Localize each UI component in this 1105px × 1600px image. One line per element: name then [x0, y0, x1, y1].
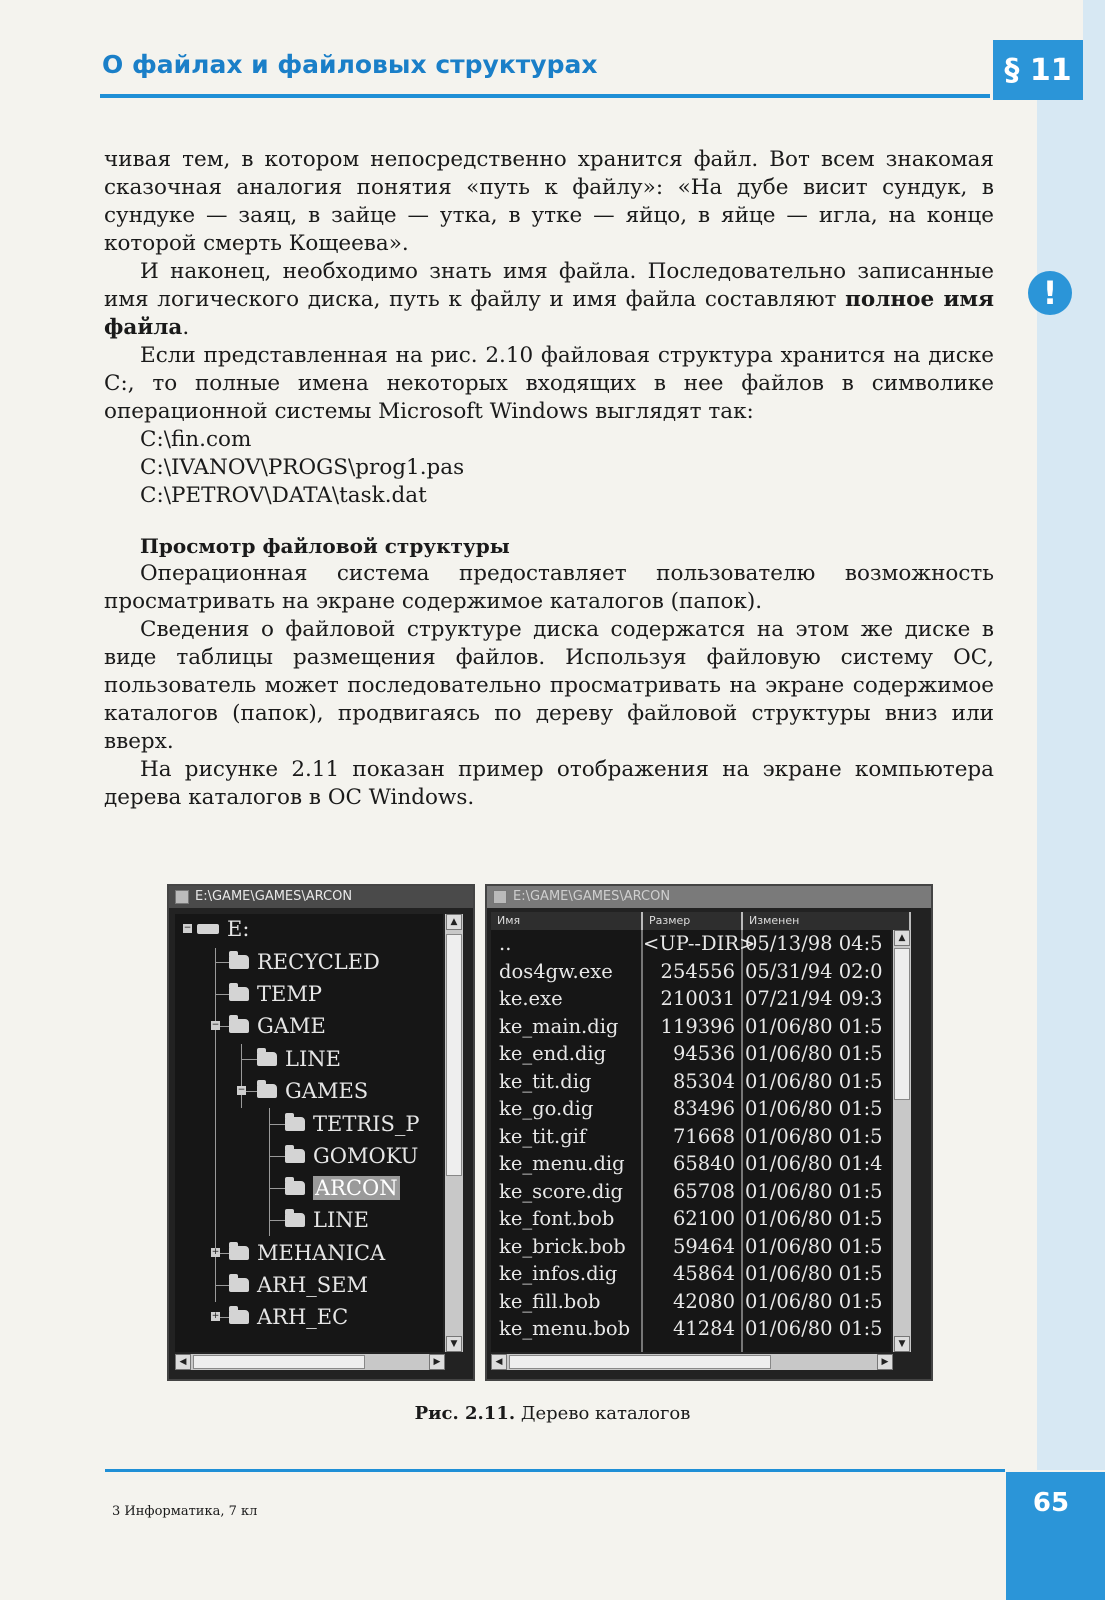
file-row[interactable]: ke_infos.dig 45864 01/06/80 01:5: [499, 1262, 883, 1286]
system-menu-icon[interactable]: [493, 890, 507, 904]
folder-open-icon: [285, 1181, 305, 1195]
folder-icon: [285, 1117, 305, 1131]
file-row[interactable]: ke_brick.bob 59464 01/06/80 01:5: [499, 1234, 883, 1258]
expand-toggle[interactable]: +: [211, 1247, 220, 1257]
section-badge: § 11: [993, 40, 1083, 100]
folder-icon: [229, 1310, 249, 1324]
tree-vertical-scrollbar[interactable]: [445, 914, 463, 1352]
folder-icon: [285, 1213, 305, 1227]
tree-pane: [175, 914, 443, 1352]
drive-icon: [197, 924, 219, 934]
tree-node[interactable]: GAMES: [257, 1076, 368, 1106]
page-number: 65: [1032, 1488, 1070, 1518]
tree-node[interactable]: GOMOKU: [285, 1141, 418, 1171]
file-row[interactable]: ke_tit.dig 85304 01/06/80 01:5: [499, 1069, 883, 1093]
file-row[interactable]: ke_score.dig 65708 01/06/80 01:5: [499, 1179, 883, 1203]
folder-icon: [257, 1052, 277, 1066]
folder-icon: [229, 1246, 249, 1260]
column-header-name[interactable]: Имя: [491, 912, 643, 930]
tree-node[interactable]: LINE: [257, 1044, 341, 1074]
file-row[interactable]: ke_go.dig 83496 01/06/80 01:5: [499, 1097, 883, 1121]
column-headers: [491, 912, 911, 930]
column-header-size[interactable]: Размер: [643, 912, 743, 930]
tree-node[interactable]: MEHANICA: [229, 1238, 385, 1268]
expand-toggle[interactable]: +: [211, 1311, 220, 1321]
file-row[interactable]: ke.exe 210031 07/21/94 09:3: [499, 987, 883, 1011]
side-strip-top: [1083, 0, 1105, 100]
tree-window-title: E:\GAME\GAMES\ARCON: [195, 889, 353, 904]
path-example: C:\IVANOV\PROGS\prog1.pas: [140, 455, 465, 480]
tree-node[interactable]: GAME: [229, 1011, 326, 1041]
file-row[interactable]: .. <UP--DIR> 05/13/98 04:5: [499, 932, 883, 956]
tree-node[interactable]: LINE: [285, 1205, 369, 1235]
folder-icon: [285, 1149, 305, 1163]
paragraph-os-view: Операционная система предоставляет пользователю возможность просматривать на экране содержимое каталогов (папок).: [104, 561, 994, 614]
file-row[interactable]: ke_end.dig 94536 01/06/80 01:5: [499, 1042, 883, 1066]
collapse-toggle[interactable]: −: [237, 1085, 246, 1095]
tree-horizontal-scrollbar[interactable]: [175, 1354, 445, 1370]
file-list-titlebar[interactable]: [487, 886, 931, 908]
paragraph-full-name-end: .: [182, 315, 190, 340]
scroll-thumb[interactable]: [193, 1355, 365, 1369]
folder-icon: [229, 1278, 249, 1292]
scroll-right-icon[interactable]: ▶: [877, 1354, 893, 1370]
figure-directory-tree: [167, 884, 933, 1381]
folder-icon: [229, 987, 249, 1001]
file-list-vertical-scrollbar[interactable]: [893, 930, 911, 1352]
paragraph-fat: Сведения о файловой структуре диска содержатся на этом же диске в виде таблицы размещения файлов. Используя файловую систему ОС, пользователь может последовательно просматривать на экране содержимое каталогов (папок), продвигаясь по дереву файловой структуры вниз или вверх.: [104, 617, 994, 754]
file-list-window-title: E:\GAME\GAMES\ARCON: [513, 889, 671, 904]
tree-node-selected[interactable]: ARCON: [285, 1173, 400, 1203]
tree-node[interactable]: TEMP: [229, 979, 322, 1009]
scroll-up-icon[interactable]: ▲: [446, 914, 462, 930]
figure-caption-label: Рис. 2.11.: [414, 1403, 516, 1424]
paragraph-full-name: [104, 258, 994, 342]
scroll-right-icon[interactable]: ▶: [429, 1354, 445, 1370]
file-list-horizontal-scrollbar[interactable]: [491, 1354, 893, 1370]
file-row[interactable]: dos4gw.exe 254556 05/31/94 02:0: [499, 959, 883, 983]
scroll-left-icon[interactable]: ◀: [175, 1354, 191, 1370]
paragraph-path-analogy: чивая тем, в котором непосредственно хранится файл. Вот всем знакомая сказочная аналогия понятия «путь к файлу»: «На дубе висит сундук, в сундуке — заяц, в зайце — утка, в утке — яйцо, в яйце — игла, на конце которой смерть Кощеева».: [104, 147, 994, 256]
body-text: [104, 146, 994, 812]
paragraph-example-intro: Если представленная на рис. 2.10 файловая структура хранится на диске С:, то полные имена некоторых входящих в нее файлов в символике операционной системы Microsoft Windows выглядят так:: [104, 343, 994, 424]
tree-window: [167, 884, 475, 1381]
folder-open-icon: [257, 1084, 277, 1098]
collapse-toggle[interactable]: −: [211, 1020, 220, 1030]
scroll-left-icon[interactable]: ◀: [491, 1354, 507, 1370]
column-header-modified[interactable]: Изменен: [743, 912, 911, 930]
subheading-file-structure-view: Просмотр файловой структуры: [140, 534, 510, 558]
tree-node-drive[interactable]: E:: [197, 914, 249, 944]
header-rule: [100, 94, 990, 98]
scroll-down-icon[interactable]: ▼: [894, 1336, 910, 1352]
file-row[interactable]: ke_menu.dig 65840 01/06/80 01:4: [499, 1152, 883, 1176]
exclamation-icon: !: [1028, 271, 1072, 315]
path-example: C:\fin.com: [140, 427, 252, 452]
file-row[interactable]: ke_main.dig 119396 01/06/80 01:5: [499, 1014, 883, 1038]
folder-open-icon: [229, 1019, 249, 1033]
system-menu-icon[interactable]: [175, 890, 189, 904]
folder-icon: [229, 955, 249, 969]
file-row[interactable]: ke_menu.bob 41284 01/06/80 01:5: [499, 1317, 883, 1341]
path-example: C:\PETROV\DATA\task.dat: [140, 483, 427, 508]
file-list-window: [485, 884, 933, 1381]
collapse-toggle[interactable]: −: [183, 923, 192, 933]
scroll-thumb[interactable]: [894, 948, 910, 1100]
tree-node[interactable]: TETRIS_P: [285, 1109, 419, 1139]
file-row[interactable]: ke_fill.bob 42080 01/06/80 01:5: [499, 1289, 883, 1313]
footer-rule: [105, 1469, 1005, 1472]
paragraph-figure-ref: На рисунке 2.11 показан пример отображения на экране компьютера дерева каталогов в ОС Windows.: [104, 757, 994, 810]
paragraph-full-name-text: И наконец, необходимо знать имя файла. Последовательно записанные имя логического диска, путь к файлу и имя файла составляют: [104, 259, 994, 312]
tree-node[interactable]: ARH_EC: [229, 1302, 348, 1332]
file-row[interactable]: ke_tit.gif 71668 01/06/80 01:5: [499, 1124, 883, 1148]
page-header-title: О файлах и файловых структурах: [102, 50, 598, 79]
tree-window-titlebar[interactable]: [169, 886, 473, 908]
scroll-up-icon[interactable]: ▲: [894, 930, 910, 946]
scroll-thumb[interactable]: [509, 1355, 771, 1369]
file-row[interactable]: ke_font.bob 62100 01/06/80 01:5: [499, 1207, 883, 1231]
file-list-pane: [491, 912, 891, 1352]
scroll-down-icon[interactable]: ▼: [446, 1336, 462, 1352]
figure-caption: [0, 1403, 1105, 1424]
tree-node[interactable]: ARH_SEM: [229, 1270, 368, 1300]
footer-book-note: 3 Информатика, 7 кл: [112, 1504, 258, 1519]
tree-node[interactable]: RECYCLED: [229, 947, 380, 977]
figure-caption-text: Дерево каталогов: [520, 1403, 691, 1424]
scroll-thumb[interactable]: [446, 934, 462, 1176]
term-full-file-name: полное имя файла: [104, 287, 994, 340]
